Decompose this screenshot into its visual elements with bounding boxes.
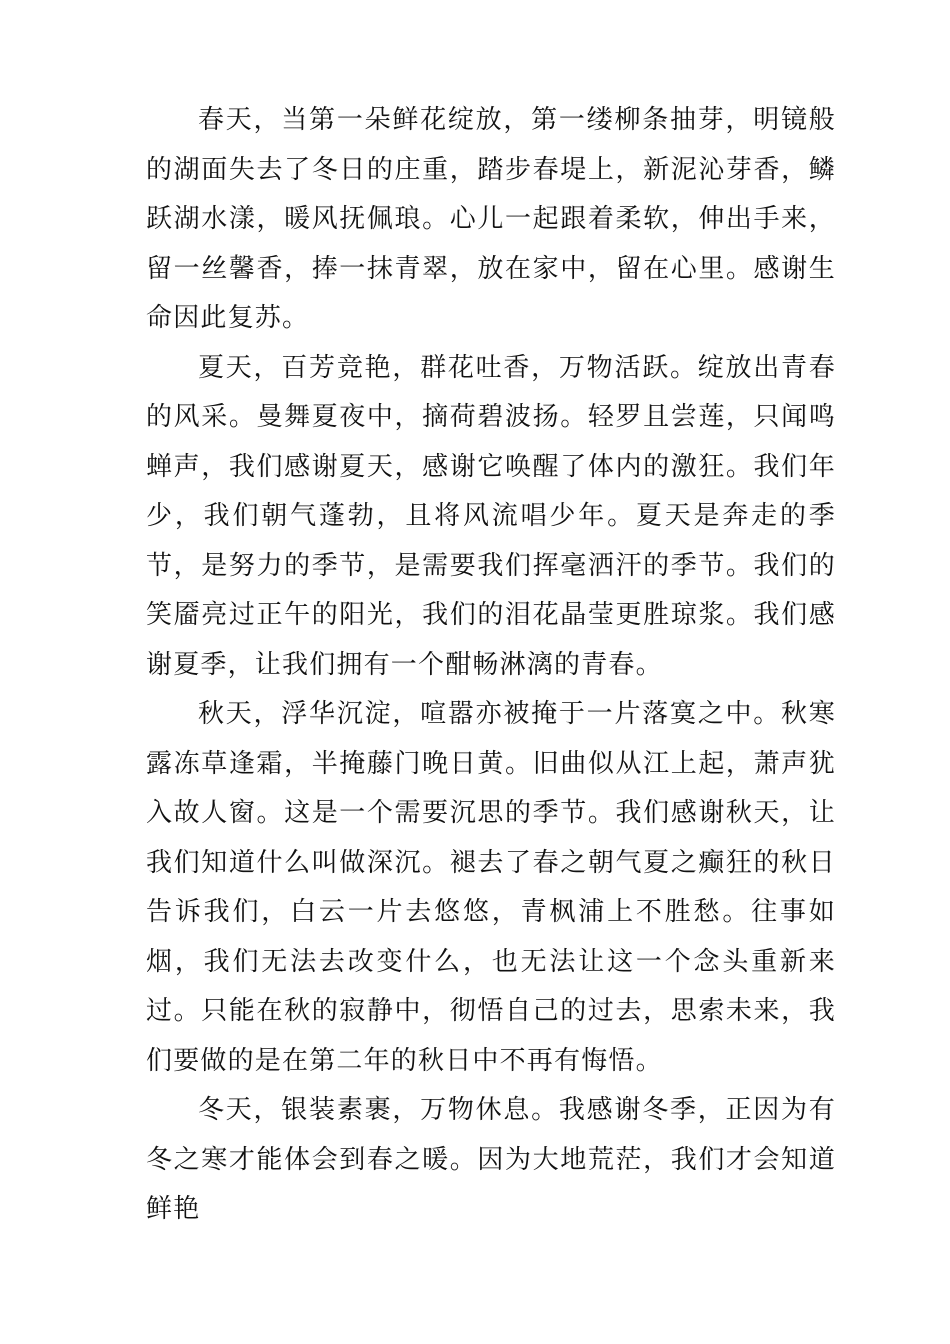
paragraph-spring: 春天，当第一朵鲜花绽放，第一缕柳条抽芽，明镜般的湖面失去了冬日的庄重，踏步春堤上，新泥沁芽香，鳞跃湖水漾，暖风抚佩琅。心儿一起跟着柔软，伸出手来，留一丝馨香，捧一抹青翠，放在家中，留在心里。感谢生命因此复苏。 (146, 105, 836, 333)
paragraph-autumn: 秋天，浮华沉淀，喧嚣亦被掩于一片落寞之中。秋寒露冻草逢霜，半掩藤门晚日黄。旧曲似从江上起，萧声犹入故人窗。这是一个需要沉思的季节。我们感谢秋天，让我们知道什么叫做深沉。褪去了春之朝气夏之癫狂的秋日告诉我们，白云一片去悠悠，青枫浦上不胜愁。往事如烟，我们无法去改变什么，也无法让这一个念头重新来过。只能在秋的寂静中，彻悟自己的过去，思索未来，我们要做的是在第二年的秋日中不再有悔悟。 (146, 699, 836, 1076)
paragraph-winter: 冬天，银装素裹，万物休息。我感谢冬季，正因为有冬之寒才能体会到春之暖。因为大地荒茫，我们才会知道鲜艳 (146, 1095, 836, 1224)
paragraph-summer: 夏天，百芳竞艳，群花吐香，万物活跃。绽放出青春的风采。曼舞夏夜中，摘荷碧波扬。轻罗且尝莲，只闻鸣蝉声，我们感谢夏天，感谢它唤醒了体内的激狂。我们年少，我们朝气蓬勃，且将风流唱少年。夏天是奔走的季节，是努力的季节，是需要我们挥毫洒汗的季节。我们的笑靥亮过正午的阳光，我们的泪花晶莹更胜琼浆。我们感谢夏季，让我们拥有一个酣畅淋漓的青春。 (146, 352, 836, 680)
document-body (146, 96, 836, 1235)
